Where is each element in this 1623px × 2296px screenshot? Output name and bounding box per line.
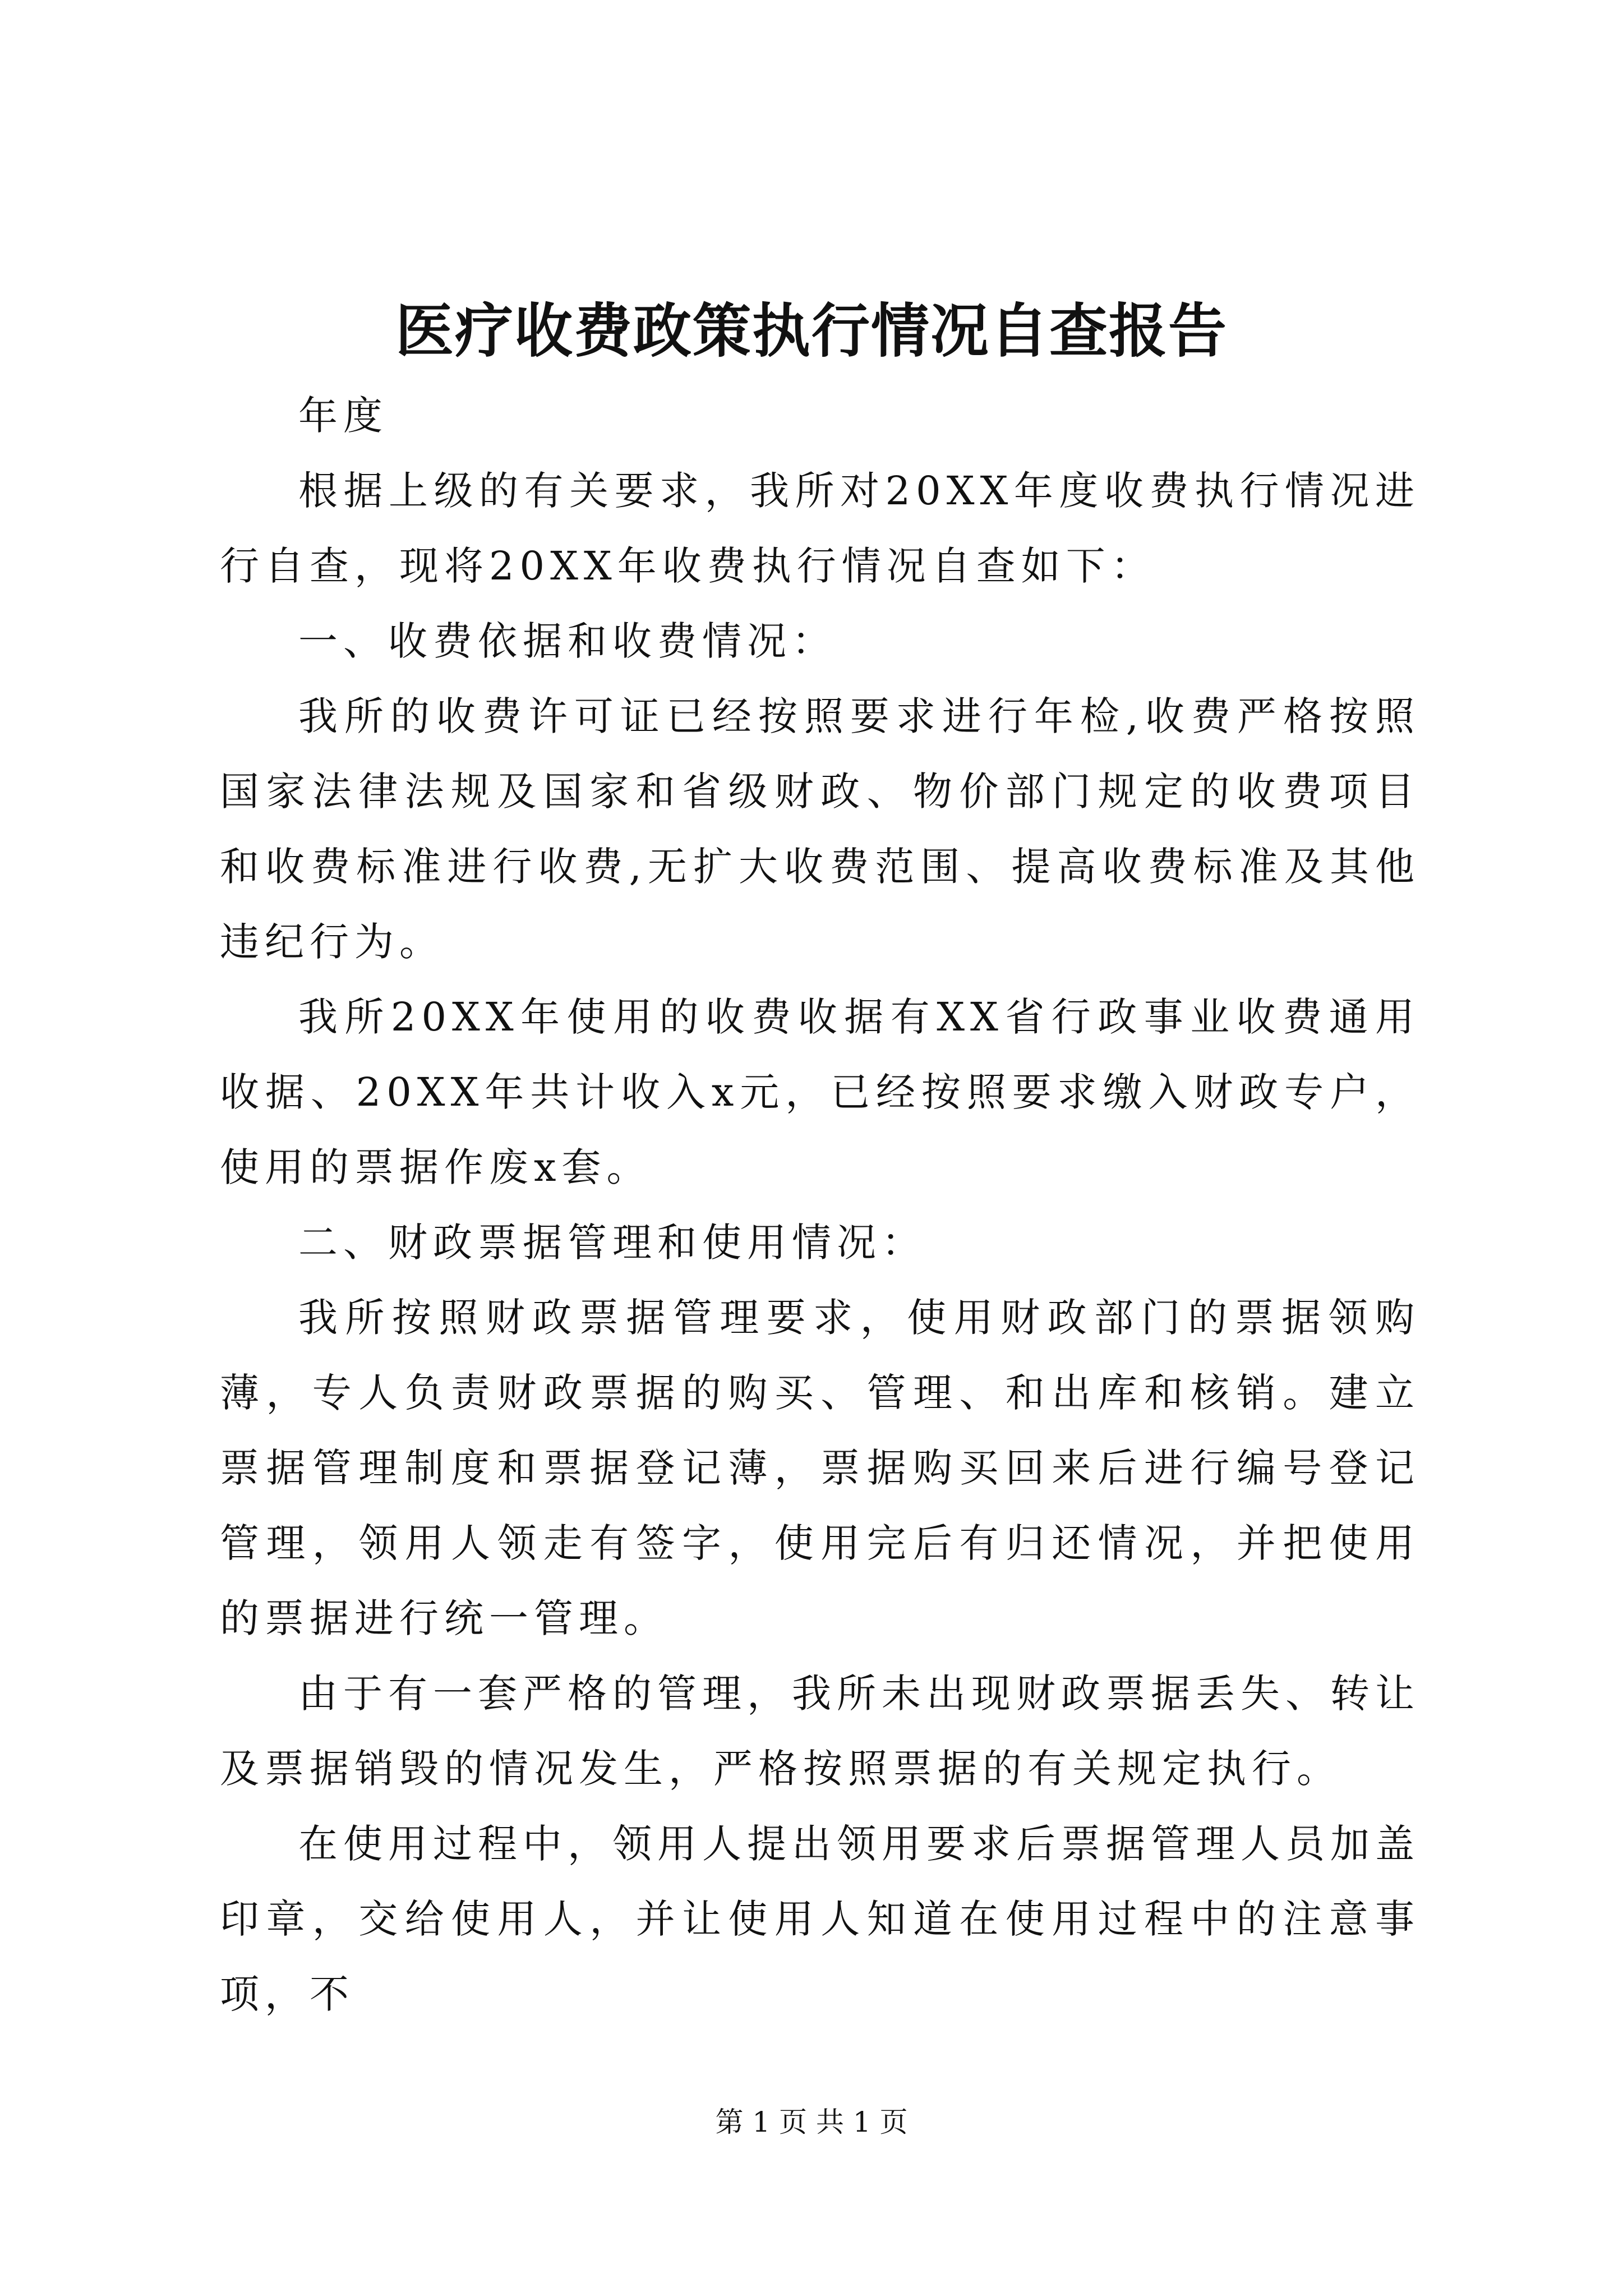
paragraph-year: 年度 (298, 393, 388, 439)
section-heading-fee-basis: 一、收费依据和收费情况： (298, 618, 837, 664)
document-body (220, 378, 1420, 2032)
paragraph-strict-management: 由于有一套严格的管理，我所未出现财政票据丢失、转让及票据销毁的情况发生，严格按照票据的有关规定执行。 (220, 1671, 1420, 1792)
paragraph-bill-procedures: 我所按照财政票据管理要求，使用财政部门的票据领购薄，专人负责财政票据的购买、管理、和出库和核销。建立票据管理制度和票据登记薄，票据购买回来后进行编号登记管理，领用人领走有签字，使用完后有归还情况，并把使用的票据进行统一管理。 (220, 1295, 1420, 1641)
paragraph-receipts-income: 我所20XX年使用的收费收据有XX省行政事业收费通用收据、20XX年共计收入x元，已经按照要求缴入财政专户，使用的票据作废x套。 (220, 994, 1420, 1190)
paragraph-usage-process: 在使用过程中，领用人提出领用要求后票据管理人员加盖印章，交给使用人，并让使用人知道在使用过程中的注意事项，不 (220, 1821, 1420, 2017)
page-footer: 第 1 页 共 1 页 (715, 2106, 908, 2138)
document-title: 医疗收费政策执行情况自查报告 (395, 296, 1228, 365)
paragraph-fee-license: 我所的收费许可证已经按照要求进行年检,收费严格按照国家法律法规及国家和省级财政、物价部门规定的收费项目和收费标准进行收费,无扩大收费范围、提高收费标准及其他违纪行为。 (220, 693, 1420, 965)
paragraph-intro: 根据上级的有关要求，我所对20XX年度收费执行情况进行自查，现将20XX年收费执行情况自查如下： (220, 468, 1420, 589)
section-heading-bill-management: 二、财政票据管理和使用情况： (298, 1220, 926, 1266)
